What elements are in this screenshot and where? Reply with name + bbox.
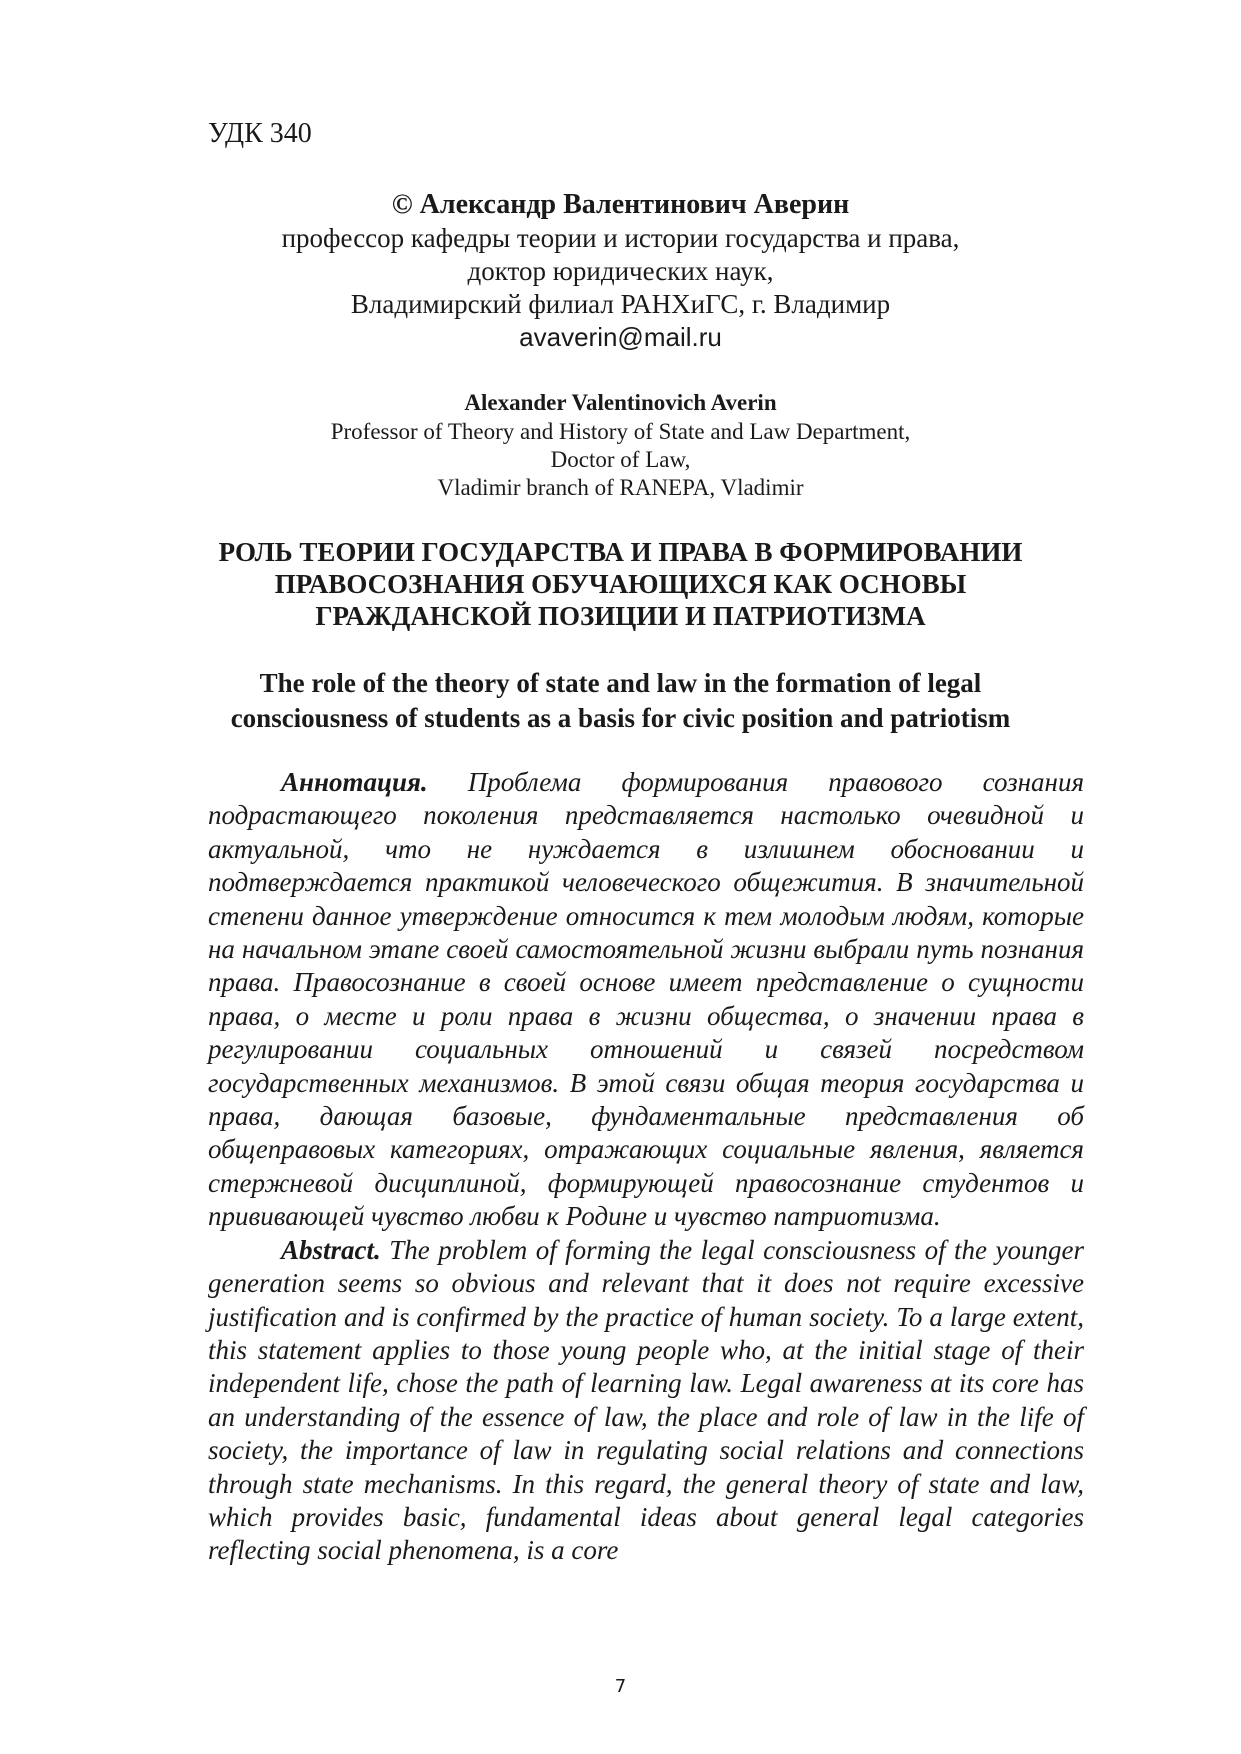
author-name-ru: © Александр Валентинович Аверин bbox=[391, 189, 850, 220]
annotation-paragraph bbox=[208, 766, 1084, 1234]
author-degree-en: Doctor of Law, bbox=[550, 447, 691, 472]
article-title-en bbox=[160, 666, 1081, 736]
author-name-en: Alexander Valentinovich Averin bbox=[464, 390, 777, 415]
author-degree-ru: доктор юридических наук, bbox=[467, 256, 774, 286]
author-email[interactable]: avaverin@mail.ru bbox=[519, 322, 722, 352]
author-position-ru: профессор кафедры теории и истории государства и права, bbox=[281, 223, 960, 253]
author-block-en bbox=[160, 388, 1081, 502]
title-ru-line: ПРАВОСОЗНАНИЯ ОБУЧАЮЩИХСЯ КАК ОСНОВЫ bbox=[274, 569, 967, 599]
abstract-text: The problem of forming the legal consciousness of the younger generation seems so obvious and relevant that it does not require excessive justification and is confirmed by the practice of human society. To a large extent, this statement applies to those young people who, at the initial stage of their independent life, chose the path of learning law. Legal awareness at its core has an understanding of the essence of law, the place and role of law in the life of society, the importance of law in regulating social relations and connections through state mechanisms. In this regard, the general theory of state and law, which provides basic, fundamental ideas about general legal categories reflecting social phenomena, is a core bbox=[208, 1234, 1084, 1566]
page-number: 7 bbox=[614, 1676, 627, 1697]
article-title-ru bbox=[160, 536, 1081, 632]
abstract-label: Abstract. bbox=[281, 1234, 381, 1265]
annotation-label: Аннотация. bbox=[281, 767, 428, 797]
title-en-line: The role of the theory of state and law in the formation of legal bbox=[259, 668, 982, 698]
udc-code: УДК 340 bbox=[208, 118, 312, 149]
title-ru-line: ГРАЖДАНСКОЙ ПОЗИЦИИ И ПАТРИОТИЗМА bbox=[315, 601, 926, 631]
author-position-en: Professor of Theory and History of State and Law Department, bbox=[330, 419, 911, 444]
title-en-line: consciousness of students as a basis for civic position and patriotism bbox=[230, 703, 1011, 733]
author-block-ru bbox=[160, 188, 1081, 354]
annotation-text: Проблема формирования правового сознания подрастающего поколения представляется настолько очевидной и актуальной, что не нуждается в излишнем обосновании и подтверждается практикой человеческого общежития. В значительной степени данное утверждение относится к тем молодым людям, которые на начальном этапе своей самостоятельной жизни выбрали путь познания права. Правосознание в своей основе имеет представление о сущности права, о месте и роли права в жизни общества, о значении права в регулировании социальных отношений и связей посредством государственных механизмов. В этой связи общая теория государства и права, дающая базовые, фундаментальные представления об общеправовых категориях, отражающих социальные явления, является стержневой дисциплиной, формирующей правосознание студентов и прививающей чувство любви к Родине и чувство патриотизма. bbox=[208, 767, 1084, 1232]
abstract-paragraph bbox=[208, 1234, 1084, 1568]
title-ru-line: РОЛЬ ТЕОРИИ ГОСУДАРСТВА И ПРАВА В ФОРМИРОВАНИИ bbox=[218, 537, 1023, 567]
author-affiliation-ru: Владимирский филиал РАНХиГС, г. Владимир bbox=[350, 289, 891, 319]
author-affiliation-en: Vladimir branch of RANEPA, Vladimir bbox=[437, 475, 804, 500]
abstract-section bbox=[208, 766, 1084, 1568]
